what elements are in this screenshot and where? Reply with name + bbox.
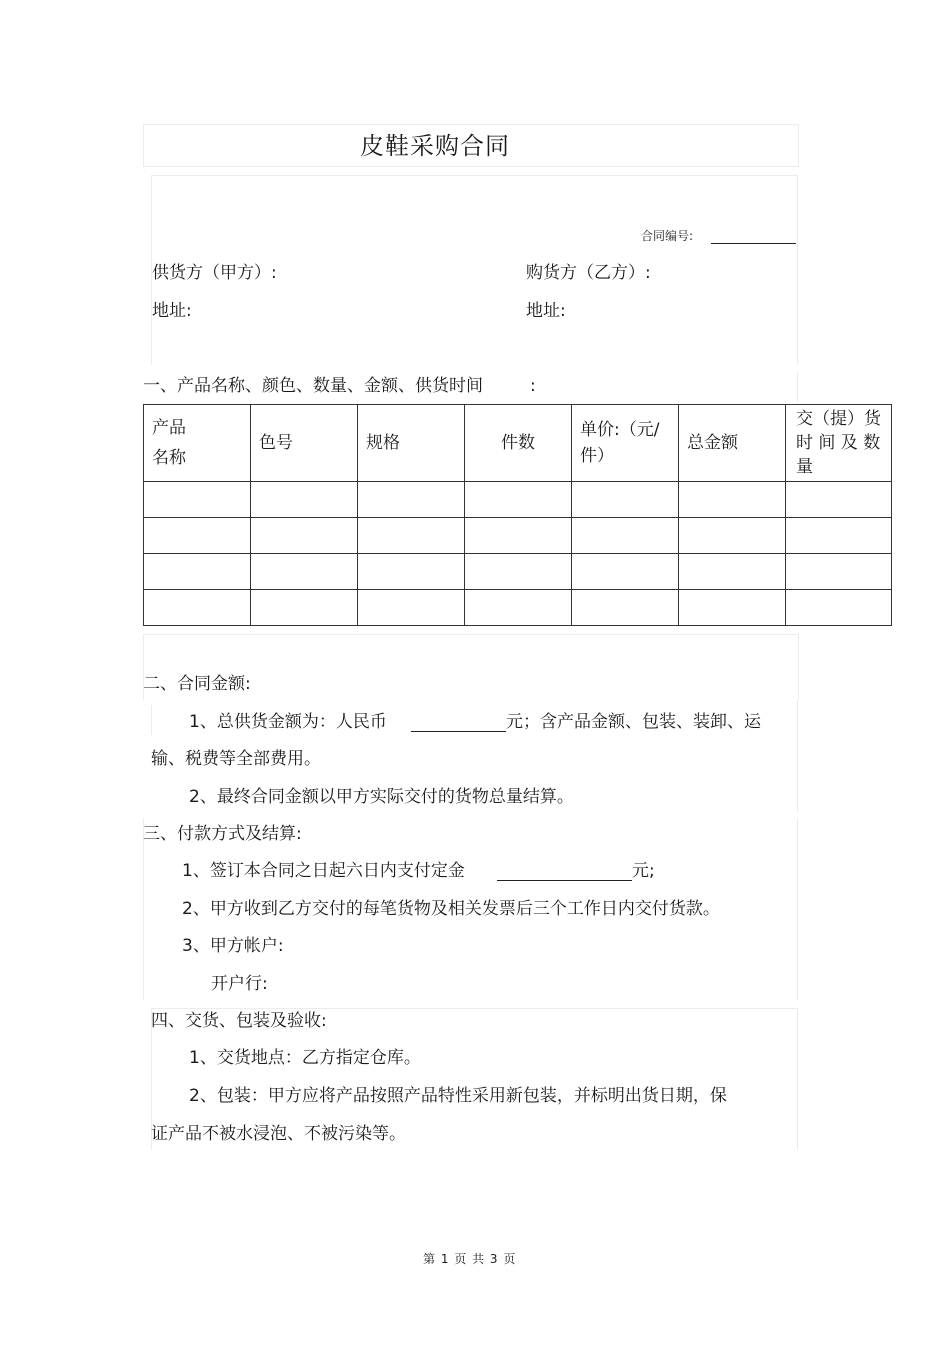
table-cell[interactable] [465, 590, 572, 626]
section3-item2-text: 2、甲方收到乙方交付的每笔货物及相关发票后三个工作日内交付货款。 [182, 899, 720, 919]
header-color: 色号 [251, 405, 358, 482]
header-total: 总金额 [679, 405, 786, 482]
header-product-name-line1: 产品 [152, 418, 186, 438]
table-cell[interactable] [572, 518, 679, 554]
table-cell[interactable] [786, 482, 892, 518]
buyer-label: 购货方（乙方）: [526, 263, 651, 283]
section3-heading: 三、付款方式及结算: [143, 824, 302, 844]
total-amount-blank[interactable] [411, 731, 506, 732]
table-cell[interactable] [465, 482, 572, 518]
table-cell[interactable] [786, 554, 892, 590]
table-cell[interactable] [572, 554, 679, 590]
bank-label: 开户行: [211, 974, 268, 994]
table-cell[interactable] [144, 554, 251, 590]
section4-item2-text-wrap: 证产品不被水浸泡、不被污染等。 [151, 1124, 406, 1144]
table-cell[interactable] [786, 518, 892, 554]
section3-item3-text: 3、甲方帐户: [182, 936, 284, 956]
header-count: 件数 [465, 405, 572, 482]
table-row [144, 590, 892, 626]
table-cell[interactable] [144, 482, 251, 518]
header-product-name-line2: 名称 [152, 448, 186, 468]
table-cell[interactable] [251, 554, 358, 590]
section4-item2-text: 2、包装：甲方应将产品按照产品特性采用新包装，并标明出货日期，保 [189, 1086, 727, 1106]
table-row [144, 518, 892, 554]
contract-number-label: 合同编号: [641, 229, 694, 243]
table-header-row [144, 405, 892, 482]
header-delivery [786, 405, 892, 482]
section2-item1-text: 1、总供货金额为：人民币 [189, 712, 387, 732]
table-row [144, 554, 892, 590]
table-cell[interactable] [679, 554, 786, 590]
table-cell[interactable] [572, 482, 679, 518]
table-cell[interactable] [251, 590, 358, 626]
table-cell[interactable] [251, 518, 358, 554]
header-unit-price-line2: 件） [580, 446, 614, 466]
supplier-label: 供货方（甲方）: [152, 263, 277, 283]
section3-item1-text: 1、签订本合同之日起六日内支付定金 [182, 861, 465, 881]
table-cell[interactable] [358, 518, 465, 554]
header-delivery-line2: 时 间 及 数 [796, 433, 881, 453]
header-unit-price [572, 405, 679, 482]
table-cell[interactable] [358, 590, 465, 626]
table-cell[interactable] [679, 518, 786, 554]
document-title: 皮鞋采购合同 [360, 132, 510, 160]
section4-item1-text: 1、交货地点：乙方指定仓库。 [189, 1048, 421, 1068]
section2-item1-text-cont: 元；含产品金额、包装、装卸、运 [506, 712, 761, 732]
table-cell[interactable] [144, 590, 251, 626]
contract-number-blank[interactable] [711, 243, 796, 244]
section2-item2-text: 2、最终合同金额以甲方实际交付的货物总量结算。 [189, 787, 574, 807]
page-footer: 第 1 页 共 3 页 [423, 1252, 517, 1266]
table-cell[interactable] [358, 482, 465, 518]
table-cell[interactable] [679, 590, 786, 626]
header-delivery-line1: 交（提）货 [796, 409, 881, 429]
header-product-name [144, 405, 251, 482]
section3-item1-text-cont: 元; [632, 861, 655, 881]
table-cell[interactable] [786, 590, 892, 626]
table-cell[interactable] [465, 554, 572, 590]
deposit-blank[interactable] [497, 880, 632, 881]
product-table [143, 404, 892, 626]
header-spec: 规格 [358, 405, 465, 482]
section1-heading: 一、产品名称、颜色、数量、金额、供货时间 [143, 376, 483, 396]
section1-colon: : [530, 376, 536, 396]
supplier-address-label: 地址: [152, 301, 192, 321]
header-unit-price-line1: 单价:（元/ [580, 420, 660, 440]
table-cell[interactable] [251, 482, 358, 518]
section4-heading: 四、交货、包装及验收: [151, 1011, 327, 1031]
table-cell[interactable] [358, 554, 465, 590]
table-cell[interactable] [144, 518, 251, 554]
section2-item1-text-wrap: 输、税费等全部费用。 [151, 749, 321, 769]
table-cell[interactable] [572, 590, 679, 626]
table-row [144, 482, 892, 518]
table-cell[interactable] [465, 518, 572, 554]
buyer-address-label: 地址: [526, 301, 566, 321]
table-cell[interactable] [679, 482, 786, 518]
section2-heading: 二、合同金额: [143, 674, 251, 694]
header-delivery-line3: 量 [796, 457, 813, 477]
